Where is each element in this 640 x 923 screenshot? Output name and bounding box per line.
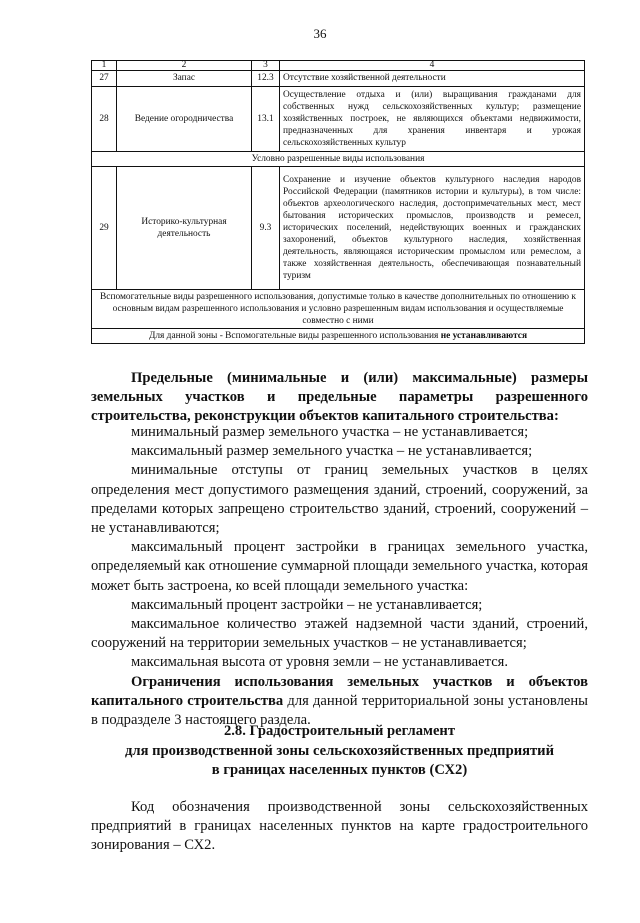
use-description: Отсутствие хозяйственной деятельности: [280, 71, 585, 87]
table-row: [92, 71, 585, 87]
use-code: 13.1: [252, 87, 280, 152]
restrictions-text: для данной территориальной зоны установлены в подразделе 3 настоящего раздела.: [91, 692, 588, 729]
limit-item: максимальное количество этажей надземной части зданий, строений, сооружений на территории земельных участков – не устанавливается;: [91, 616, 588, 652]
limit-item: максимальный размер земельного участка – не устанавливается;: [131, 443, 533, 460]
limits-list: [91, 423, 588, 730]
limits-heading: [91, 369, 588, 427]
row-number: 27: [92, 71, 117, 87]
restrictions-bold: Ограничения использования земельных участков и объектов капитального строительства: [91, 673, 588, 709]
header-col-3: 3: [252, 61, 280, 71]
use-description: Осуществление отдыха и (или) выращивания гражданами для собственных нужд сельскохозяйственных культур; размещение хозяйственных построек, не являющихся объектами недвижимости, предназначенных для хранения инвентаря и урожая сельскохозяйственных культур: [280, 87, 585, 152]
conditional-uses-heading: Условно разрешенные виды использования: [92, 152, 585, 167]
section-title: [91, 722, 588, 781]
table-header-row: [92, 61, 585, 71]
header-col-1: 1: [92, 61, 117, 71]
table-row: [92, 87, 585, 152]
use-description: Сохранение и изучение объектов культурного наследия народов Российской Федерации (памятников истории и культуры), в том числе: объектов археологического наследия, достопримечательных мест, мест бытования исторических промыслов, производств и ремесел, исторических поселений, недействующих военных и гражданских захоронений, объектов культурного наследия, хозяйственная деятельность, являющаяся историческим промыслом или ремеслом, а также хозяйственная деятельность, обеспечивающая познавательный туризм: [280, 167, 585, 290]
limits-heading-line: земельных участков и предельные параметры разрешенного: [91, 389, 588, 406]
row-number: 29: [92, 167, 117, 290]
limit-item: максимальный процент застройки в границах земельного участка, определяемый как отношение суммарной площади земельного участка, которая может быть застроена, ко всей площади земельного участка:: [91, 539, 588, 594]
limit-item: максимальная высота от уровня земли – не устанавливается.: [131, 654, 509, 671]
land-use-table: [91, 60, 585, 344]
limits-heading-line: Предельные (минимальные и (или) максимальные) размеры: [131, 370, 588, 386]
zone-code-paragraph: Код обозначения производственной зоны сельскохозяйственных предприятий в границах населенных пунктов на карте градостроительного зонирования – СХ2.: [91, 799, 588, 854]
page-number: 36: [313, 26, 327, 41]
limit-item: максимальный процент застройки – не устанавливается;: [131, 596, 483, 613]
limits-heading-line: строительства, реконструкции объектов капитального строительства:: [91, 408, 559, 425]
section-title-line: 2.8. Градостроительный регламент: [223, 723, 455, 739]
use-name: Запас: [117, 71, 252, 87]
section-title-line: для производственной зоны сельскохозяйственных предприятий: [125, 742, 554, 759]
zone-note-bold: не устанавливаются: [440, 331, 528, 342]
use-code: 12.3: [252, 71, 280, 87]
use-name: Ведение огородничества: [117, 87, 252, 152]
use-name: Историко-культурная деятельность: [117, 167, 252, 290]
header-col-2: 2: [117, 61, 252, 71]
zone-note-row: [92, 329, 585, 344]
limit-item: минимальный размер земельного участка – не устанавливается;: [131, 424, 529, 440]
use-code: 9.3: [252, 167, 280, 290]
row-number: 28: [92, 87, 117, 152]
header-col-4: 4: [280, 61, 585, 71]
table-row: [92, 167, 585, 290]
auxiliary-uses-heading: Вспомогательные виды разрешенного использования, допустимые только в качестве дополнительных по отношению к основным видам разрешенного использования и условно разрешенным видам использования и осуществляемые совместно с ними: [92, 290, 585, 329]
auxiliary-section-row: [92, 290, 585, 329]
zone-note-text: Для данной зоны - Вспомогательные виды разрешенного использования: [148, 331, 441, 342]
section-title-line: в границах населенных пунктов (СХ2): [211, 762, 468, 779]
zone-code-block: [91, 798, 588, 856]
conditional-section-row: [92, 152, 585, 167]
limit-item: минимальные отступы от границ земельных участков в целях определения мест допустимого размещения зданий, строений, сооружений, за пределами которых запрещено строительство зданий, строений, сооружений – не устанавливаются;: [91, 462, 588, 537]
zone-note: [92, 329, 585, 344]
